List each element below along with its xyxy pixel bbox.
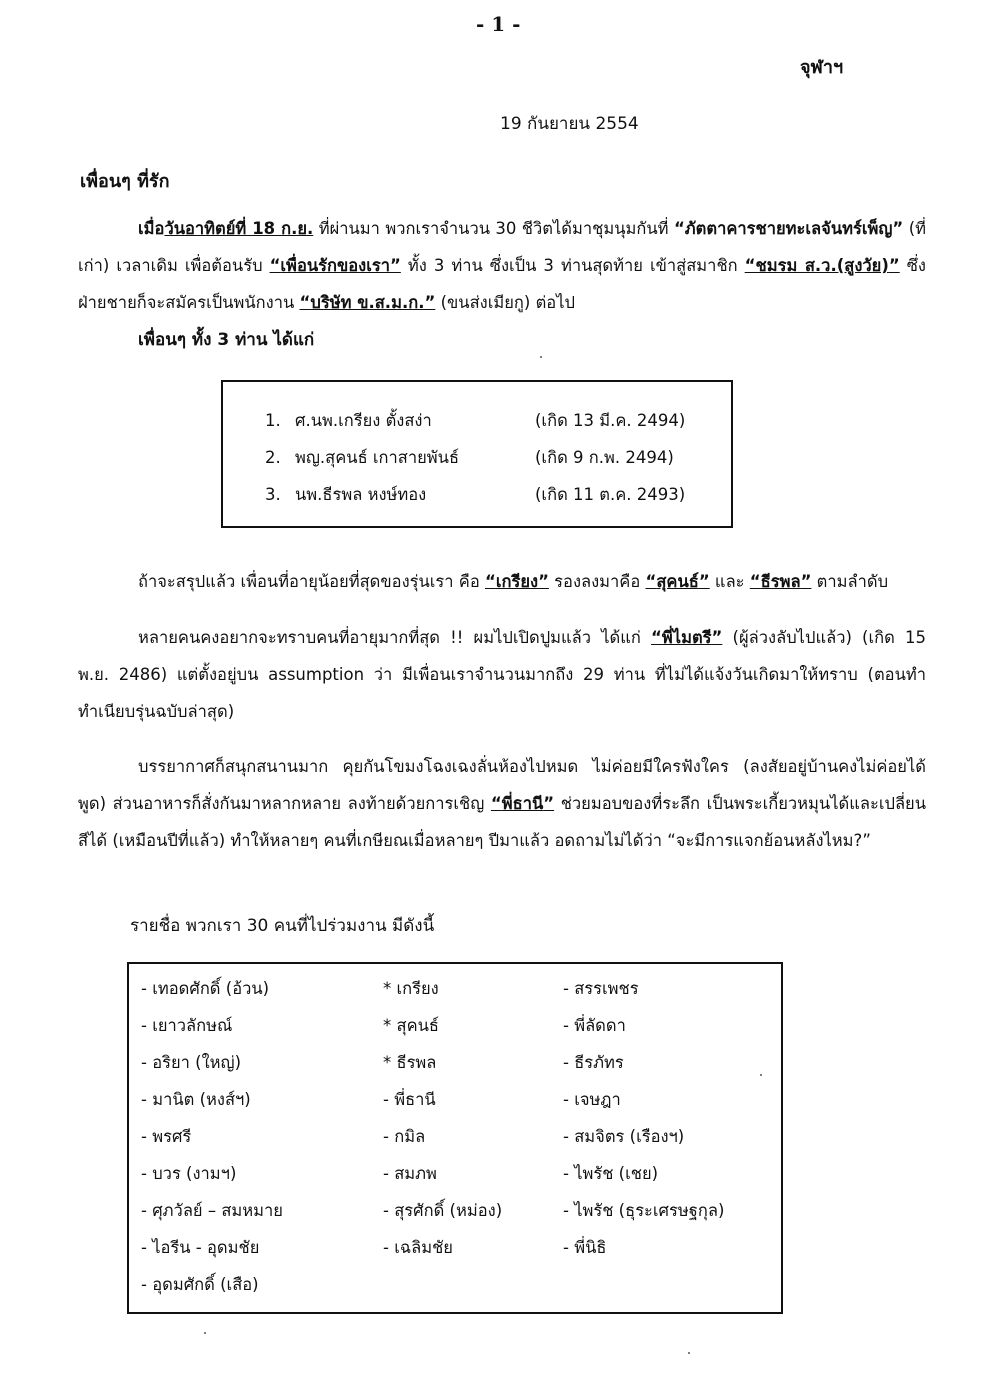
letter-date: 19 กันยายน 2554 bbox=[500, 114, 639, 134]
attendee-name: * เกรียง bbox=[383, 979, 439, 998]
attendee-name: - บวร (งามฯ) bbox=[141, 1164, 237, 1183]
para2-text-3: รองลงมาคือ bbox=[548, 572, 646, 591]
para1-date: วันอาทิตย์ที่ 18 ก.ย. bbox=[164, 219, 314, 238]
attendee-name: - เฉลิมชัย bbox=[383, 1238, 453, 1257]
organization-name: จุฬาฯ bbox=[800, 57, 844, 78]
attendee-name: - กมิล bbox=[383, 1127, 426, 1146]
para1-text-5: (ที่เก่า) เวลาเดิม เพื่อต้อนรับ bbox=[78, 219, 927, 275]
attendee-name: - พี่นิธิ bbox=[563, 1238, 607, 1257]
greeting: เพื่อนๆ ที่รัก bbox=[80, 171, 170, 192]
para4-text-3: ช่วยมอบของที่ระลึก เป็นพระเกี้ยวหมุนได้และเปลี่ยนสีได้ (เหมือนปีที่แล้ว) ทำให้หลายๆ คนที่เกษียณเมื่อหลายๆ ปีมาแล้ว อดถามไม่ได้ว่า bbox=[78, 794, 927, 850]
para4-text-1: บรรยากาศก็สนุกสนานมาก คุยกันโขมงโฉงเฉงลั่นห้องไปหมด ไม่ค่อยมีใครฟังใคร (ลงสัยอยู่บ้านคงไม่ค่อยได้พูด) ส่วนอาหารก็สั่งกันมาหลากหลาย ลงท้ายด้วยการเชิญ bbox=[78, 757, 926, 813]
para1-company: “ บริษัท ข.ส.ม.ก. ” bbox=[300, 293, 436, 312]
birthday-name: ศ.นพ.เกรียง ตั้งสง่า bbox=[295, 411, 432, 430]
birthday-box bbox=[221, 380, 733, 528]
paragraph-youngest bbox=[78, 563, 926, 600]
para2-text-5: และ bbox=[709, 572, 750, 591]
para1-friends: “ เพื่อนรักของเรา ” bbox=[270, 256, 401, 275]
attendee-name: - เจษฎา bbox=[563, 1090, 621, 1109]
para4-name: “ พี่ธานี ” bbox=[491, 794, 554, 813]
para3-text-3: (ผู้ล่วงลับไปแล้ว) (เกิด 15 พ.ย. 2486) แต่ตั้งอยู่บน assumption ว่า มีเพื่อนเราจำนวนมากถึง 29 ท่าน ที่ไม่ได้แจ้งวันเกิดมาให้ทราบ (ตอนทำทำเนียบรุ่นฉบับล่าสุด) bbox=[78, 628, 926, 721]
birthday-number: 1. bbox=[265, 411, 281, 430]
attendee-name: - เยาวลักษณ์ bbox=[141, 1016, 233, 1035]
birthday-row bbox=[265, 445, 674, 471]
scan-speck bbox=[204, 1332, 206, 1334]
scan-speck bbox=[540, 356, 542, 358]
attendee-name: * สุคนธ์ bbox=[383, 1016, 439, 1035]
attendee-name: - พี่ลัดดา bbox=[563, 1016, 626, 1035]
attendee-name: - เทอดศักดิ์ (อ้วน) bbox=[141, 979, 270, 998]
attendees-column-3 bbox=[563, 974, 724, 1270]
attendees-intro: รายชื่อ พวกเรา 30 คนที่ไปร่วมงาน มีดังนี้ bbox=[130, 916, 435, 936]
attendee-name: - ธีรภัทร bbox=[563, 1053, 624, 1072]
attendee-name: - ไพรัช (ธุระเศรษฐกุล) bbox=[563, 1201, 725, 1220]
attendees-box bbox=[127, 962, 783, 1314]
attendees-column-2 bbox=[383, 974, 502, 1270]
attendee-name: - อุดมศักดิ์ (เสือ) bbox=[141, 1275, 259, 1294]
birthday-number: 2. bbox=[265, 448, 281, 467]
para4-question: “ จะมีการแจกย้อนหลังไหม? ” bbox=[667, 831, 871, 850]
para2-name-1: “ เกรียง ” bbox=[485, 572, 549, 591]
birthday-date: (เกิด 11 ต.ค. 2493) bbox=[535, 485, 686, 504]
attendee-name: - พี่ธานี bbox=[383, 1090, 436, 1109]
para1-text-1: เมื่อ bbox=[138, 219, 165, 238]
paragraph-gathering bbox=[78, 210, 926, 321]
para2-text-1: ถ้าจะสรุปแล้ว เพื่อนที่อายุน้อยที่สุดของรุ่นเรา คือ bbox=[138, 572, 485, 591]
birthday-date: (เกิด 9 ก.พ. 2494) bbox=[535, 448, 674, 467]
attendee-name: - สุรศักดิ์ (หม่อง) bbox=[383, 1201, 503, 1220]
birthday-number: 3. bbox=[265, 485, 281, 504]
attendee-name: - พรศรี bbox=[141, 1127, 192, 1146]
attendees-column-1 bbox=[141, 974, 283, 1307]
attendee-name: - สรรเพชร bbox=[563, 979, 639, 998]
birthday-name: พญ.สุคนธ์ เกาสายพันธ์ bbox=[295, 448, 460, 467]
birthday-intro: เพื่อนๆ ทั้ง 3 ท่าน ได้แก่ bbox=[138, 330, 315, 350]
page-number: - 1 - bbox=[476, 12, 521, 36]
para1-text-7: ทั้ง 3 ท่าน ซึ่งเป็น 3 ท่านสุดท้าย เข้าสู่สมาชิก bbox=[400, 256, 745, 275]
para3-text-1: หลายคนคงอยากจะทราบคนที่อายุมากที่สุด !! ผมไปเปิดปูมแล้ว ได้แก่ bbox=[138, 628, 652, 647]
birthday-row bbox=[265, 482, 686, 508]
paragraph-atmosphere bbox=[78, 748, 926, 859]
para1-text-11: (ขนส่งเมียกู) ต่อไป bbox=[435, 293, 575, 312]
attendee-name: - มานิต (หงส์ฯ) bbox=[141, 1090, 251, 1109]
para2-name-2: “ สุคนธ์ ” bbox=[646, 572, 710, 591]
para1-club: “ ชมรม ส.ว.(สูงวัย) ” bbox=[745, 256, 900, 275]
paragraph-oldest bbox=[78, 619, 926, 730]
attendee-name: * ธีรพล bbox=[383, 1053, 437, 1072]
para1-text-3: ที่ผ่านมา พวกเราจำนวน 30 ชีวิตได้มาชุมนุมกันที่ bbox=[313, 219, 674, 238]
attendee-name: - สมจิตร (เรืองฯ) bbox=[563, 1127, 685, 1146]
para1-restaurant: “ ภัตตาคารชายทะเลจันทร์เพ็ญ ” bbox=[674, 219, 903, 238]
attendee-name: - อริยา (ใหญ่) bbox=[141, 1053, 242, 1072]
para1-text-9: ซึ่งฝ่ายชายก็จะสมัครเป็นพนักงาน bbox=[78, 256, 926, 312]
para2-name-3: “ ธีรพล ” bbox=[750, 572, 812, 591]
scan-speck bbox=[760, 1074, 762, 1076]
attendee-name: - ไพรัช (เชย) bbox=[563, 1164, 659, 1183]
birthday-row bbox=[265, 408, 686, 434]
birthday-name: นพ.ธีรพล หงษ์ทอง bbox=[295, 485, 427, 504]
para2-text-7: ตามลำดับ bbox=[811, 572, 889, 591]
scan-speck bbox=[688, 1352, 690, 1354]
para3-name: “ พี่ไมตรี ” bbox=[651, 628, 722, 647]
attendee-name: - ศุภวัลย์ – สมหมาย bbox=[141, 1201, 283, 1220]
attendee-name: - ไอรีน - อุดมชัย bbox=[141, 1238, 260, 1257]
birthday-date: (เกิด 13 มี.ค. 2494) bbox=[535, 411, 686, 430]
attendee-name: - สมภพ bbox=[383, 1164, 437, 1183]
